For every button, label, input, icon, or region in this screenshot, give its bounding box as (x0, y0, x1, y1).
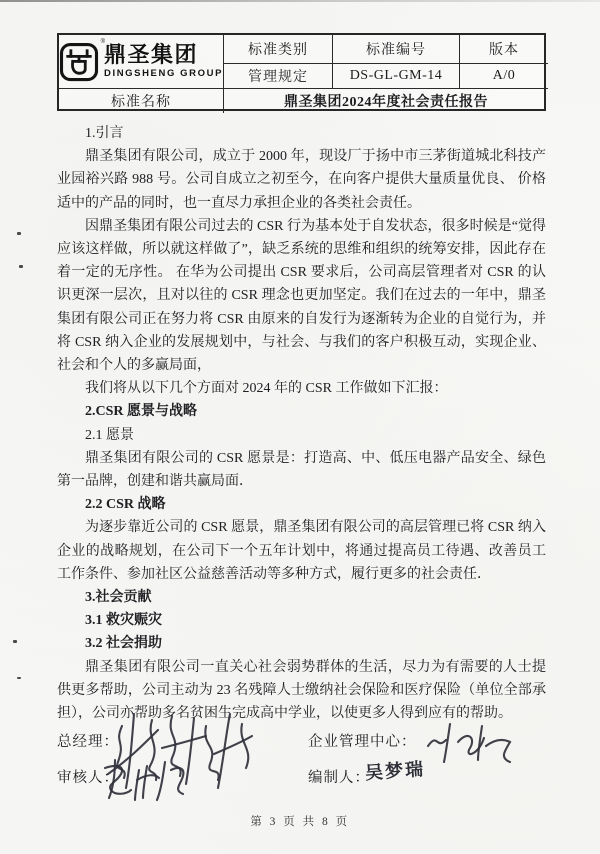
standard-header-table (57, 33, 546, 111)
section-heading: 3.2 社会捐助 (85, 636, 162, 652)
paragraph: 因鼎圣集团有限公司过去的 CSR 行为基本处于自发状态，很多时候是“觉得应该这样做，所以就这样做了”，缺乏系统的思维和组织的统筹安排，因此存在着一定的无序性。 在华为公司提出 CSR 要求后，公司高层管理者对 CSR 的认识更深一层次，且对以往的 CSR 理念也更加坚定。我们在过去的一年中，鼎圣集团有限公司正在努力将 CSR 由原来的自发行为逐渐转为企业的自觉行为，并将 CSR 纳入企业的发展规划中，与社会、与我们的客户积极互动，实现企业、社会和个人的多赢局面， (57, 218, 546, 374)
reviewer-signature (95, 752, 195, 802)
section-heading: 2.CSR 愿景与战略 (85, 404, 198, 420)
registered-trademark-icon: ® (100, 38, 105, 45)
scan-speck (17, 232, 21, 235)
management-center-label: 企业管理中心： (308, 734, 417, 750)
paragraph: 鼎圣集团有限公司的 CSR 愿景是：打造高、中、低压电器产品安全、绿色第一品牌，创建和谐共赢局面． (57, 450, 546, 490)
paragraph: 为逐步靠近公司的 CSR 愿景，鼎圣集团有限公司的高层管理已将 CSR 纳入企业的战略规划，在公司下一个五年计划中，将通过提高员工待遇、改善员工工作条件、参加社区公益慈善活动等多种方式，履行更多的社会责任． (57, 520, 546, 582)
company-name-cn: 鼎圣集团 (104, 42, 199, 68)
page-indicator: 第 3 页 共 8 页 (250, 816, 350, 828)
section-heading: 2.2 CSR 战略 (85, 497, 166, 513)
scan-edge-artifact (0, 0, 600, 2)
category-label-cell: 标准类别 (224, 35, 333, 64)
paragraph: 我们将从以下几个方面对 2024 年的 CSR 工作做如下汇报： (85, 381, 448, 397)
reviewer-label: 审核人： (57, 770, 119, 786)
company-logo (59, 35, 224, 89)
section-heading: 3.社会贡献 (85, 590, 152, 606)
general-manager-label: 总经理： (57, 734, 119, 750)
scan-speck (17, 677, 21, 679)
paragraph: 鼎圣集团有限公司一直关心社会弱势群体的生活，尽力为有需要的人士提供更多帮助，公司主动为 23 名残障人士缴纳社会保险和医疗保险（单位全部承担），公司亦帮助多名贫困生完成高中学业，以使更多人得到应有的帮助。 (57, 659, 546, 722)
author-signature: 吴梦瑞 (364, 758, 426, 784)
section-heading: 3.1 救灾赈灾 (85, 613, 162, 629)
section-heading: 2.1 愿景 (85, 427, 134, 443)
category-value-cell: 管理规定 (224, 64, 333, 89)
name-label-cell: 标准名称 (59, 89, 224, 113)
dingsheng-seal-icon (59, 38, 105, 82)
management-center-signature (420, 712, 516, 767)
author-label: 编制人： (308, 770, 370, 786)
name-value-cell: 鼎圣集团2024年度社会责任报告 (284, 95, 488, 110)
paragraph: 鼎圣集团有限公司，成立于 2000 年，现设厂于扬中市三茅街道城北科技产业园裕兴路 988 号。公司自成立之初至今，在向客户提供大量质量优良、 价格适中的产品的同时，也一直尽力承担企业的各类社会责任。 (57, 149, 546, 211)
scan-speck (13, 640, 17, 643)
scan-speck (19, 265, 23, 268)
version-value-cell: A/0 (460, 64, 548, 89)
number-value-cell: DS-GL-GM-14 (333, 64, 460, 89)
company-name-en: DINGSHENG GROUP (104, 68, 224, 80)
section-heading: 1.引言 (85, 126, 124, 141)
version-label-cell: 版本 (460, 35, 548, 64)
company-name (104, 44, 223, 79)
number-label-cell: 标准编号 (333, 35, 460, 64)
document-body (57, 122, 546, 725)
